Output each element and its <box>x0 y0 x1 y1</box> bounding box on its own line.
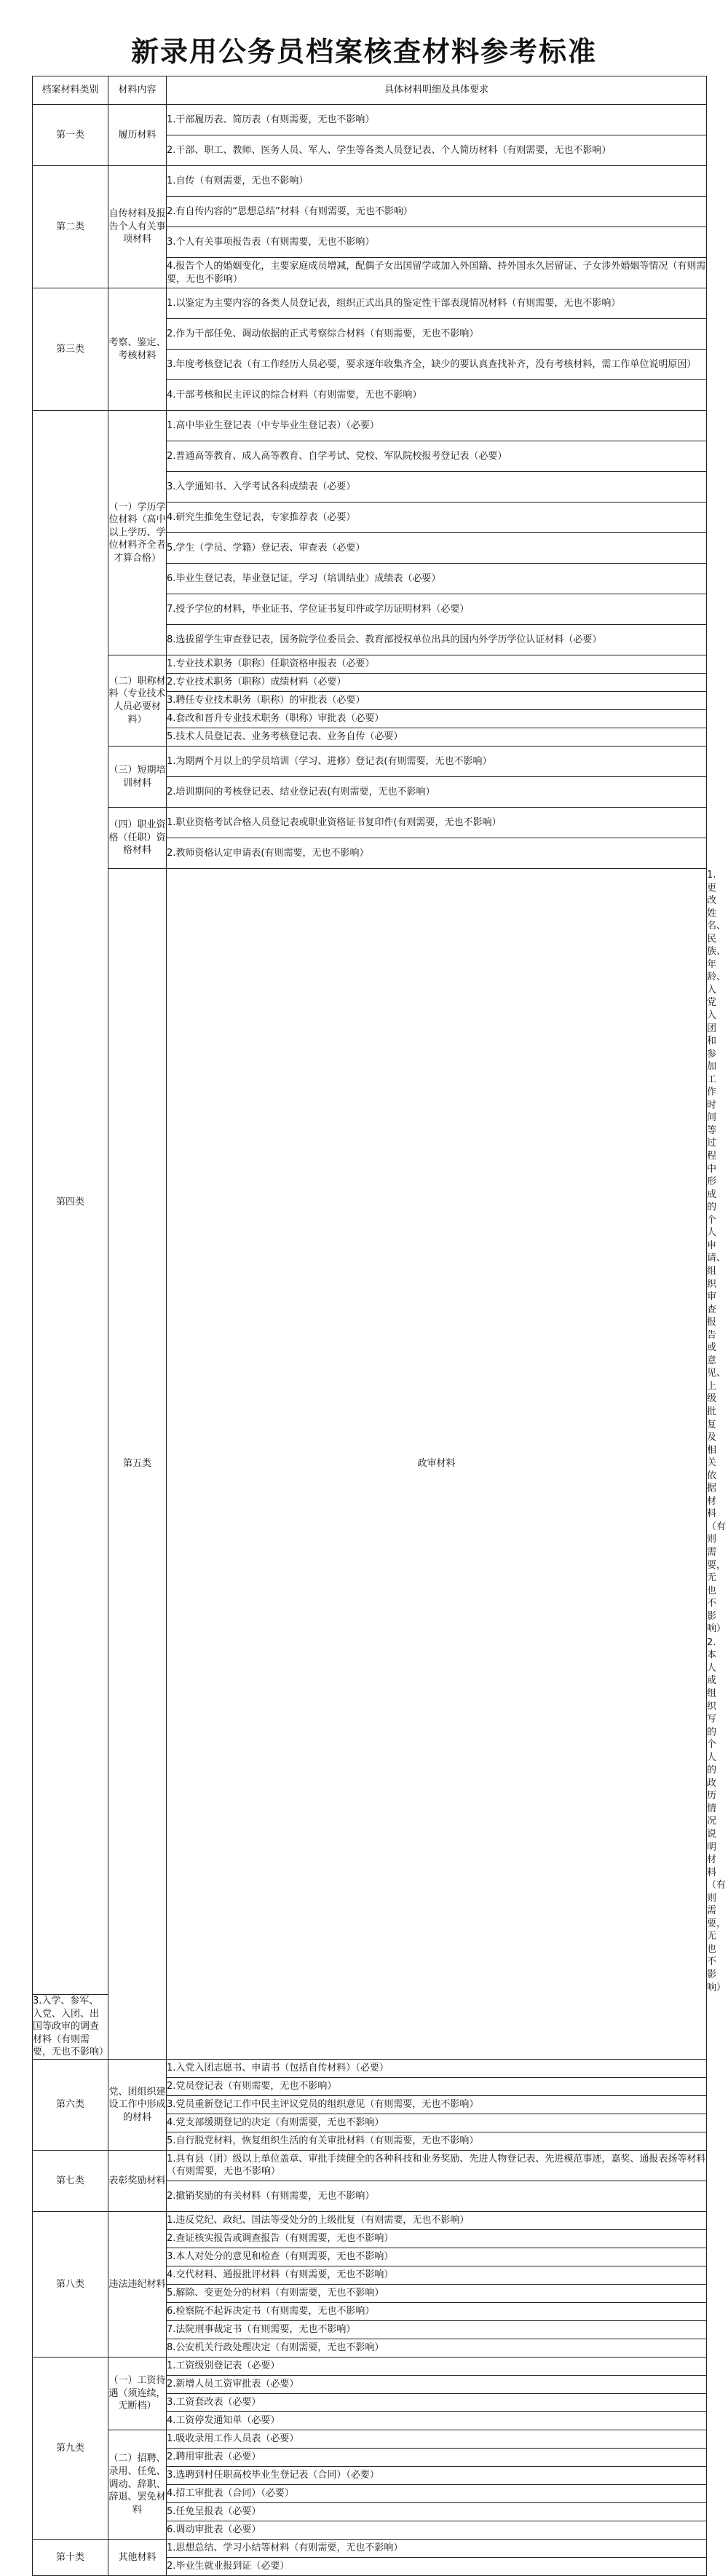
detail-cell: 6.检察院不起诉决定书（有则需要，无也不影响） <box>167 2302 707 2320</box>
category-cell: 第三类 <box>33 288 108 411</box>
detail-cell: 2.聘用审批表（必要） <box>167 2448 707 2466</box>
detail-cell: 4.招工审批表（合同）（必要） <box>167 2484 707 2502</box>
detail-cell: 2.新增人员工资审批表（必要） <box>167 2375 707 2393</box>
category-cell: 第七类 <box>33 2150 108 2211</box>
detail-cell: 4.研究生推免生登记表，专家推荐表（必要） <box>167 503 707 533</box>
detail-cell: 4.干部考核和民主评议的综合材料（有则需要，无也不影响） <box>167 380 707 411</box>
detail-cell: 2.党员登记表（有则需要，无也不影响） <box>167 2077 707 2095</box>
category-cell: 第十类 <box>33 2539 108 2575</box>
detail-cell: 4.报告个人的婚姻变化，主要家庭成员增减，配偶子女出国留学或加入外国籍、持外国永久居留证、子女涉外婚姻等情况（有则需要，无也不影响） <box>167 258 707 288</box>
content-cell: （一）学历学位材料（高中以上学历、学位材料齐全者才算合格） <box>108 411 167 655</box>
header-content: 材料内容 <box>108 76 167 105</box>
table-row: 第五类 政审材料 1.更改姓名、民族、年龄、入党入团和参加工作时间等过程中形成的个人申请、组织审查报告或意见、上级批复及相关依据材料（有则需要，无也不影响） <box>33 869 707 1636</box>
detail-cell: 7.授予学位的材料，毕业证书、学位证书复印件或学历证明材料（必要） <box>167 594 707 625</box>
detail-cell: 7.法院刑事裁定书（有则需要，无也不影响） <box>167 2320 707 2339</box>
table-row: 2.本人或组织写的个人的政历情况说明材料（有则需要，无也不影响） <box>707 1636 727 1993</box>
detail-cell: 2.干部、职工、教师、医务人员、军人、学生等各类人员登记表、个人简历材料（有则需要，无也不影响） <box>167 135 707 166</box>
detail-cell: 1.高中毕业生登记表（中专毕业生登记表）（必要） <box>167 411 707 441</box>
table-row <box>33 288 707 319</box>
table-row <box>33 166 707 197</box>
detail-cell: 1.具有县（团）级以上单位盖章、审批手续健全的各种科技和业务奖励、先进人物登记表、先进模范事迹，嘉奖、通报表扬等材料（有则需要，无也不影响） <box>167 2150 707 2181</box>
detail-cell: 5.学生（学员、学籍）登记表、审查表（必要） <box>167 533 707 564</box>
detail-cell: 1.违反党纪、政纪、国法等受处分的上级批复（有则需要，无也不影响） <box>167 2211 707 2229</box>
header-details: 具体材料明细及具体要求 <box>167 76 707 105</box>
criteria-table <box>32 76 727 2576</box>
category-cell: 第一类 <box>33 105 108 166</box>
content-cell: 政审材料 <box>167 869 707 2060</box>
detail-cell: 5.自行脱党材料，恢复组织生活的有关审批材料（有则需要，无也不影响） <box>167 2132 707 2150</box>
detail-cell: 4.套改和晋升专业技术职务（职称）审批表（必要） <box>167 710 707 728</box>
content-cell: 考察、鉴定、考核材料 <box>108 288 167 411</box>
detail-cell: 6.毕业生登记表，毕业登记证，学习（培训结业）成绩表（必要） <box>167 564 707 594</box>
detail-cell: 3.聘任专业技术职务（职称）的审批表（必要） <box>167 692 707 710</box>
content-cell: （一）工资待遇（须连续，无断档） <box>108 2357 167 2430</box>
detail-cell: 2.毕业生就业报到证（必要） <box>167 2557 707 2575</box>
detail-cell: 1.职业资格考试合格人员登记表或职业资格证书复印件(有则需要，无也不影响） <box>167 808 707 838</box>
page-title: 新录用公务员档案核查材料参考标准 <box>130 36 597 68</box>
content-cell: 履历材料 <box>108 105 167 166</box>
table-row <box>33 655 707 674</box>
detail-cell: 3.入学通知书、入学考试各科成绩表（必要） <box>167 472 707 503</box>
detail-cell: 3.入学、参军、入党、入团、出国等政审的调查材料（有则需要，无也不影响） <box>33 1995 108 2060</box>
detail-cell: 1.自传（有则需要，无也不影响） <box>167 166 707 197</box>
table-body <box>33 105 727 2576</box>
detail-cell: 4.交代材料、通报批评材料（有则需要，无也不影响） <box>167 2266 707 2284</box>
table-row <box>33 105 707 135</box>
detail-cell: 1.干部履历表、简历表（有则需要，无也不影响） <box>167 105 707 135</box>
detail-cell: 2.教师资格认定申请表(有则需要，无也不影响） <box>167 838 707 869</box>
table-row <box>33 808 707 838</box>
detail-cell: 6.调动审批表（必要） <box>167 2521 707 2539</box>
category-cell: 第八类 <box>33 2211 108 2357</box>
detail-cell: 3.本人对处分的意见和检查（有则需要，无也不影响） <box>167 2248 707 2266</box>
content-cell: 表彰奖励材料 <box>108 2150 167 2211</box>
table-row <box>33 747 707 777</box>
detail-cell: 1.专业技术职务（职称）任职资格申报表（必要） <box>167 655 707 674</box>
detail-cell: 2.撤销奖励的有关材料（有则需要，无也不影响） <box>167 2181 707 2211</box>
detail-cell: 3.工资套改表（必要） <box>167 2393 707 2411</box>
detail-cell: 2.普通高等教育、成人高等教育、自学考试、党校、军队院校报考登记表（必要） <box>167 441 707 472</box>
detail-cell: 3.年度考核登记表（有工作经历人员必要，要求逐年收集齐全，缺少的要认真查找补齐，没有考核材料，需工作单位说明原因） <box>167 350 707 380</box>
detail-cell: 3.党员重新登记工作中民主评议党员的组织意见（有则需要，无也不影响） <box>167 2095 707 2114</box>
table-row <box>33 2059 707 2077</box>
content-cell: 自传材料及报告个人有关事项材料 <box>108 166 167 288</box>
detail-cell: 5.解除、变更处分的材料（有则需要，无也不影响） <box>167 2284 707 2302</box>
detail-cell: 2.专业技术职务（职称）成绩材料（必要） <box>167 674 707 692</box>
detail-cell: 1.为期两个月以上的学员培训（学习、进修）登记表(有则需要，无也不影响） <box>167 747 707 777</box>
detail-cell: 1.工资级别登记表（必要） <box>167 2357 707 2375</box>
detail-cell: 4.党支部缓期登记的决定（有则需要，无也不影响） <box>167 2114 707 2132</box>
detail-cell: 5.技术人员登记表、业务考核登记表、业务自传（必要） <box>167 728 707 747</box>
table-header-row <box>33 76 707 105</box>
content-cell: 违法违纪材料 <box>108 2211 167 2357</box>
category-cell: 第四类 <box>33 411 108 1995</box>
category-cell: 第五类 <box>108 869 167 2060</box>
detail-cell: 4.工资停发通知单（必要） <box>167 2411 707 2430</box>
detail-cell: 2.培训期间的考核登记表、结业登记表(有则需要，无也不影响） <box>167 777 707 808</box>
detail-cell: 2.作为干部任免、调动依据的正式考察综合材料（有则需要，无也不影响） <box>167 319 707 350</box>
content-cell: （二）职称材料（专业技术人员必要材料） <box>108 655 167 747</box>
header-category: 档案材料类别 <box>33 76 108 105</box>
content-cell: （三）短期培训材料 <box>108 747 167 808</box>
content-cell: 党、团组织建设工作中形成的材料 <box>108 2059 167 2150</box>
detail-cell: 8.选拔留学生审查登记表，国务院学位委员会、教育部授权单位出具的国内外学历学位认证材料（必要） <box>167 625 707 655</box>
detail-cell: 3.选聘到村任职高校毕业生登记表（合同）（必要） <box>167 2466 707 2484</box>
content-cell: （二）招聘、录用、任免、调动、辞职、辞退、罢免材料 <box>108 2430 167 2539</box>
detail-cell: 1.吸收录用工作人员表（必要） <box>167 2430 707 2448</box>
detail-cell: 2.有自传内容的“思想总结”材料（有则需要，无也不影响） <box>167 197 707 227</box>
detail-cell: 2.查证核实报告或调查报告（有则需要，无也不影响） <box>167 2229 707 2248</box>
detail-cell: 1.入党入团志愿书、申请书（包括自传材料）（必要） <box>167 2059 707 2077</box>
detail-cell: 5.任免呈报表（必要） <box>167 2502 707 2521</box>
content-cell: （四）职业资格（任职）资格材料 <box>108 808 167 869</box>
detail-cell: 1.以鉴定为主要内容的各类人员登记表，组织正式出具的鉴定性干部表现情况材料（有则需要，无也不影响） <box>167 288 707 319</box>
table-row <box>33 2430 707 2448</box>
content-cell: 其他材料 <box>108 2539 167 2575</box>
detail-cell: 3.个人有关事项报告表（有则需要，无也不影响） <box>167 227 707 258</box>
detail-cell: 8.公安机关行政处理决定（有则需要，无也不影响） <box>167 2339 707 2357</box>
table-row <box>33 2211 707 2229</box>
category-cell: 第六类 <box>33 2059 108 2150</box>
table-row <box>33 2539 707 2557</box>
detail-cell: 1.思想总结、学习小结等材料（有则需要，无也不影响） <box>167 2539 707 2557</box>
category-cell: 第二类 <box>33 166 108 288</box>
table-row <box>33 2357 707 2375</box>
category-cell: 第九类 <box>33 2357 108 2539</box>
table-row <box>33 411 707 441</box>
table-row <box>33 2150 707 2181</box>
